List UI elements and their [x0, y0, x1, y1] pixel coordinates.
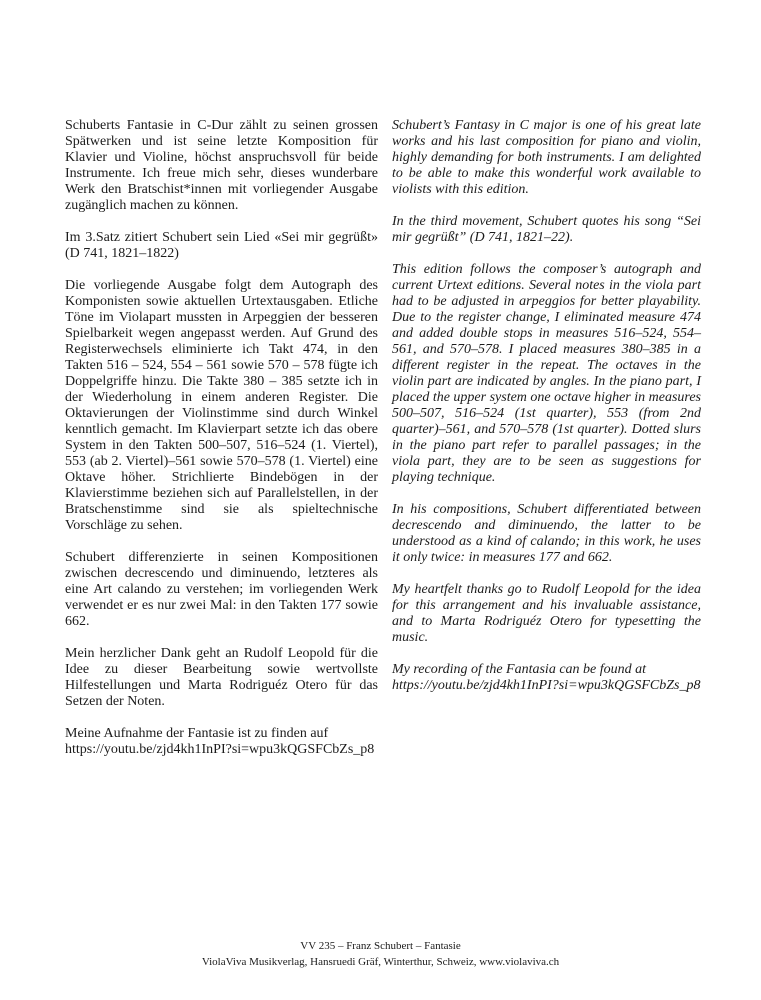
preface-columns — [65, 118, 701, 758]
english-paragraph-intro: Schubert’s Fantasy in C major is one of his great late works and his last composition for piano and violin, highly demanding for both instruments. I am delighted to be able to make this wonderful work available to violists with this edition. — [392, 118, 701, 197]
page-footer — [0, 938, 761, 970]
german-paragraph-song-quote: Im 3.Satz zitiert Schubert sein Lied «Sei mir gegrüßt» (D 741, 1821–1822) — [65, 230, 378, 261]
footer-publisher-line: ViolaViva Musikverlag, Hansruedi Gräf, Winterthur, Schweiz, www.violaviva.ch — [201, 956, 560, 968]
german-column — [65, 118, 378, 758]
footer-catalog-line: VV 235 – Franz Schubert – Fantasie — [300, 940, 461, 952]
english-paragraph-dynamics: In his compositions, Schubert differentiated between decrescendo and diminuendo, the latter to be understood as a kind of calando; in this work, he uses it only twice: in measures 177 and 662. — [392, 502, 701, 565]
german-paragraph-edition-notes: Die vorliegende Ausgabe folgt dem Autograph des Komponisten sowie aktuellen Urtextausgaben. Etliche Töne im Violapart mussten in Arpeggien der besseren Spielbarkeit wegen angepasst werden. Auf Grund des Registerwechsels eliminierte ich Takt 474, in den Takten 516 – 524, 554 – 561 sowie 570 – 578 fügte ich Doppelgriffe hinzu. Die Takte 380 – 385 setzte ich in der Wiederholung in einem anderen Register. Die Oktavierungen der Violinstimme sind durch Winkel kenntlich gemacht. Im Klavierpart setzte ich das obere System in den Takten 500–507, 516–524 (1. Viertel), 553 (ab 2. Viertel)–561 sowie 570–578 (1. Viertel) eine Oktave höher. Strichlierte Bindebögen in der Klavierstimme beziehen sich auf Parallelstellen, in der Bratschenstimme sind sie als spieltechnische Vorschläge zu sehen. — [65, 278, 378, 533]
german-recording-note — [65, 726, 378, 758]
english-recording-intro: My recording of the Fantasia can be found at — [392, 662, 647, 677]
german-paragraph-thanks: Mein herzlicher Dank geht an Rudolf Leopold für die Idee zu dieser Bearbeitung sowie wertvollste Hilfestellungen und Marta Rodriguéz Otero für das Setzen der Noten. — [65, 646, 378, 709]
english-youtube-link[interactable]: https://youtu.be/zjd4kh1InPI?si=wpu3kQGSFCbZs_p8 — [392, 678, 701, 693]
german-paragraph-dynamics: Schubert differenzierte in seinen Kompositionen zwischen decrescendo und diminuendo, letzteres als eine Art calando zu verstehen; im vorliegenden Werk verwendet er es nur zwei Mal: in den Takten 177 sowie 662. — [65, 550, 378, 629]
german-paragraph-intro: Schuberts Fantasie in C-Dur zählt zu seinen grossen Spätwerken und ist seine letzte Komposition für Klavier und Violine, höchst anspruchsvoll für beide Instrumente. Ich freue mich sehr, dieses wunderbare Werk den Bratschist*innen mit vorliegender Ausgabe zugänglich machen zu können. — [65, 118, 378, 213]
english-paragraph-song-quote: In the third movement, Schubert quotes his song “Sei mir gegrüßt” (D 741, 1821–22). — [392, 214, 701, 245]
german-recording-intro: Meine Aufnahme der Fantasie ist zu finden auf — [65, 726, 329, 741]
german-youtube-link[interactable]: https://youtu.be/zjd4kh1InPI?si=wpu3kQGSFCbZs_p8 — [65, 742, 375, 757]
english-paragraph-thanks: My heartfelt thanks go to Rudolf Leopold for the idea for this arrangement and his invaluable assistance, and to Marta Rodriguéz Otero for typesetting the music. — [392, 582, 701, 645]
english-paragraph-edition-notes: This edition follows the composer’s autograph and current Urtext editions. Several notes in the viola part had to be adjusted in arpeggios for better playability. Due to the register change, I eliminated measure 474 and added double stops in measures 516–524, 554–561, and 570–578. I placed measures 380–385 in a different register in the repeat. The octaves in the violin part are indicated by angles. In the piano part, I placed the upper system one octave higher in measures 500–507, 516–524 (1st quarter), 553 (from 2nd quarter)–561, and 570–578 (1st quarter). Dotted slurs in the piano part refer to parallel passages; in the viola part, they are to be seen as suggestions for playing technique. — [392, 262, 701, 485]
english-recording-note — [392, 662, 701, 694]
english-column — [392, 118, 701, 758]
